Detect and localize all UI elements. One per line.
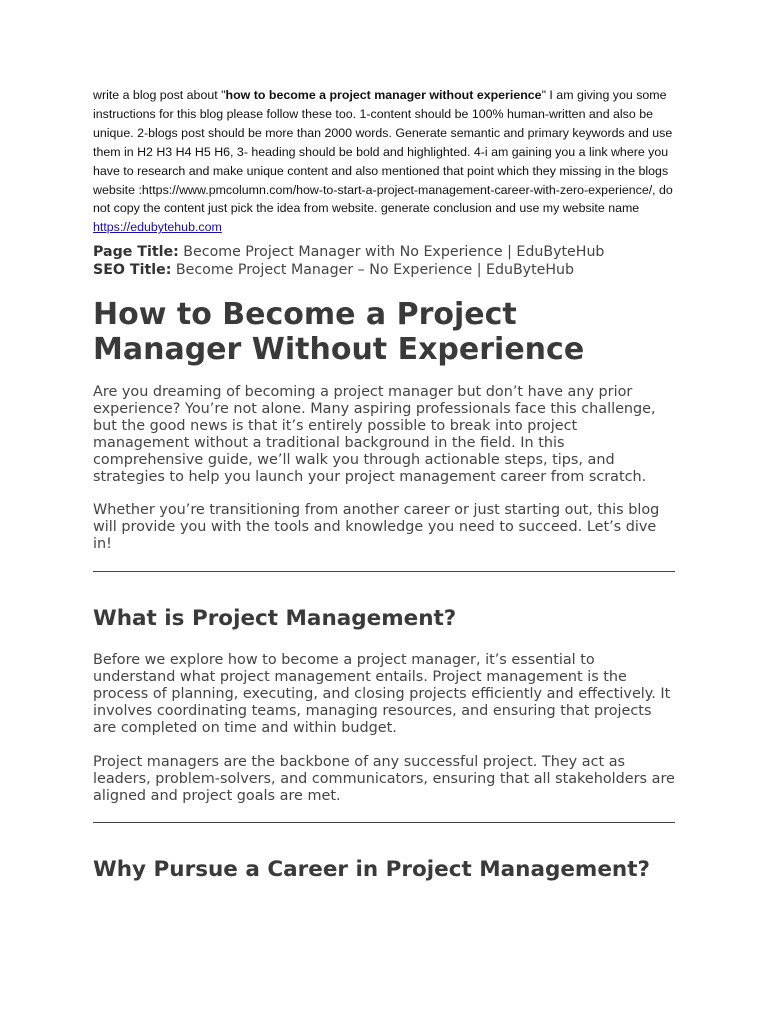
intro-paragraph-2: Whether you’re transitioning from another career or just starting out, this blog will provide you with the tools and knowledge you need to succeed. Let’s dive in!: [93, 502, 660, 553]
prompt-paragraph: [93, 86, 675, 237]
meta-titles: [93, 243, 675, 279]
seo-title-line: [93, 261, 675, 279]
section-divider-2: [93, 822, 675, 823]
prompt-text-before: write a blog post about ": [93, 88, 226, 102]
page-title-line: [93, 243, 675, 261]
prompt-text-after: " I am giving you some instructions for this blog please follow these too. 1-content should be 100% human-written and also be unique. 2-blogs post should be more than 2000 words. Generate semantic and primary keywords and use them in H2 H3 H4 H5 H6, 3- heading should be bold and highlighted. 4-i am gaining you a link where you have to research and make unique content and also mentioned that point which they missing in the blogs website :https://www.pmcolumn.com/how-to-start-a-project-management-career-with-zero-experience/, do not copy the content just pick the idea from website. generate conclusion and use my website name: [93, 88, 673, 216]
intro-paragraph-1: Are you dreaming of becoming a project manager but don’t have any prior experience? You’re not alone. Many aspiring professionals face this challenge, but the good news is that it’s entirely possible to break into project management without a traditional background in the field. In this comprehensive guide, we’ll walk you through actionable steps, tips, and strategies to help you launch your project management career from scratch.: [93, 384, 656, 486]
section-1-paragraph-2: Project managers are the backbone of any successful project. They act as leaders, problem-solvers, and communicators, ensuring that all stakeholders are aligned and project goals are met.: [93, 754, 675, 805]
seo-title-value: Become Project Manager – No Experience | EduByteHub: [171, 262, 575, 279]
page-title-value: Become Project Manager with No Experience | EduByteHub: [178, 244, 605, 261]
section-divider-1: [93, 571, 675, 572]
section-heading-what-is-pm: What is Project Management?: [93, 606, 457, 632]
section-heading-why-pursue: Why Pursue a Career in Project Management?: [93, 857, 650, 883]
seo-title-label: SEO Title:: [93, 262, 172, 279]
website-link[interactable]: https://edubytehub.com: [93, 220, 222, 235]
document-content: [93, 86, 675, 883]
article-title: How to Become a Project Manager Without Experience: [93, 297, 585, 368]
prompt-bold-topic: how to become a project manager without experience: [225, 88, 542, 102]
page-title-label: Page Title:: [93, 244, 179, 261]
section-1-paragraph-1: Before we explore how to become a project manager, it’s essential to understand what project management entails. Project management is the process of planning, executing, and closing projects efficiently and effectively. It involves coordinating teams, managing resources, and ensuring that projects are completed on time and within budget.: [93, 652, 671, 737]
